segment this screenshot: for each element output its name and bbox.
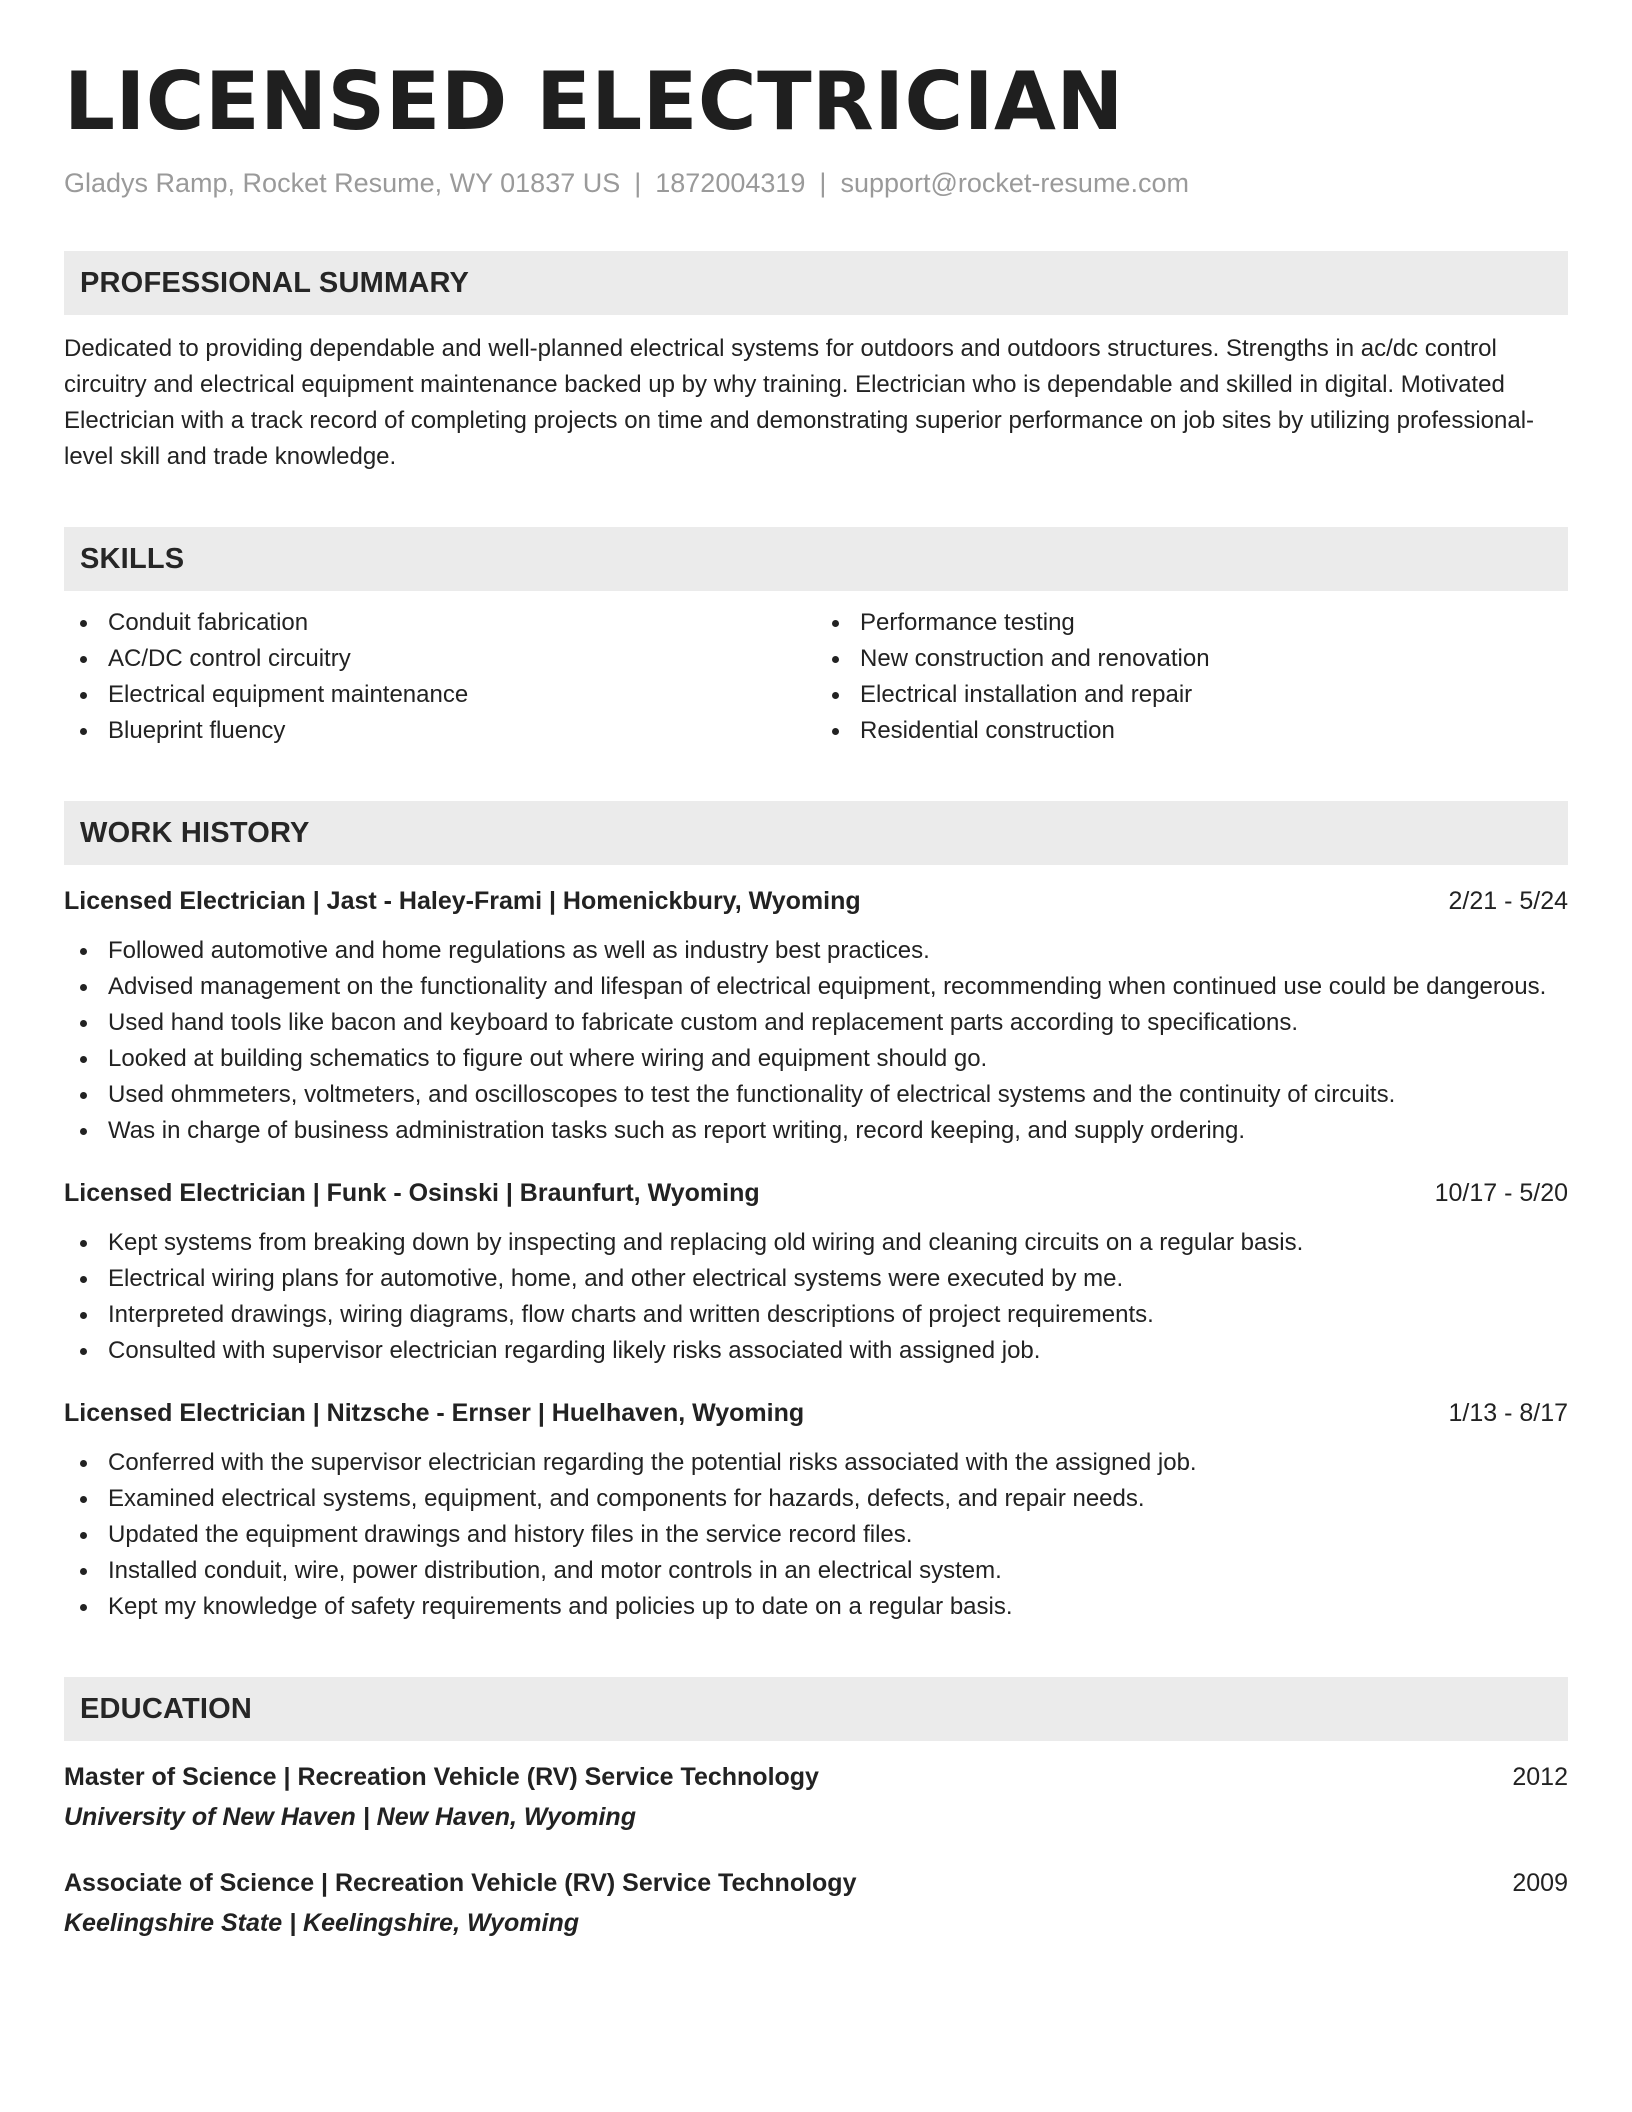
skills-column-right bbox=[816, 605, 1568, 749]
job-bullet: Interpreted drawings, wiring diagrams, flow charts and written descriptions of project requirements. bbox=[64, 1297, 1568, 1333]
contact-address: Gladys Ramp, Rocket Resume, WY 01837 US bbox=[64, 168, 621, 198]
skill-item: Residential construction bbox=[816, 713, 1568, 749]
job-bullet: Used ohmmeters, voltmeters, and oscilloscopes to test the functionality of electrical systems and the continuity of circuits. bbox=[64, 1077, 1568, 1113]
education-degree: Master of Science | Recreation Vehicle (RV) Service Technology bbox=[64, 1763, 819, 1791]
job-dates: 10/17 - 5/20 bbox=[1434, 1179, 1568, 1207]
job-bullets bbox=[64, 1225, 1568, 1369]
section-heading-summary: PROFESSIONAL SUMMARY bbox=[64, 251, 1568, 315]
skills-list bbox=[64, 605, 1568, 749]
education-degree: Associate of Science | Recreation Vehicle (RV) Service Technology bbox=[64, 1869, 857, 1897]
job-bullet: Updated the equipment drawings and history files in the service record files. bbox=[64, 1517, 1568, 1553]
job-header bbox=[64, 1395, 1568, 1431]
education-entry bbox=[64, 1865, 1568, 1941]
contact-email: support@rocket-resume.com bbox=[840, 168, 1189, 198]
skill-item: AC/DC control circuitry bbox=[64, 641, 816, 677]
skill-item: Electrical installation and repair bbox=[816, 677, 1568, 713]
job-entry bbox=[64, 883, 1568, 1149]
job-bullet: Advised management on the functionality and lifespan of electrical equipment, recommending when continued use could be dangerous. bbox=[64, 969, 1568, 1005]
contact-separator: | bbox=[634, 168, 642, 198]
education-header bbox=[64, 1865, 1568, 1901]
job-bullets bbox=[64, 1445, 1568, 1625]
job-bullet: Kept systems from breaking down by inspecting and replacing old wiring and cleaning circuits on a regular basis. bbox=[64, 1225, 1568, 1261]
job-header bbox=[64, 1175, 1568, 1211]
education-year: 2012 bbox=[1512, 1763, 1568, 1791]
section-heading-work-history: WORK HISTORY bbox=[64, 801, 1568, 865]
resume-page bbox=[64, 50, 1568, 1941]
job-bullet: Looked at building schematics to figure out where wiring and equipment should go. bbox=[64, 1041, 1568, 1077]
skill-item: New construction and renovation bbox=[816, 641, 1568, 677]
job-bullet: Installed conduit, wire, power distribution, and motor controls in an electrical system. bbox=[64, 1553, 1568, 1589]
job-bullet: Used hand tools like bacon and keyboard to fabricate custom and replacement parts according to specifications. bbox=[64, 1005, 1568, 1041]
job-title: Licensed Electrician | Jast - Haley-Frami | Homenickbury, Wyoming bbox=[64, 887, 861, 915]
skill-item: Blueprint fluency bbox=[64, 713, 816, 749]
contact-phone: 1872004319 bbox=[655, 168, 806, 198]
job-title: Licensed Electrician | Nitzsche - Ernser | Huelhaven, Wyoming bbox=[64, 1399, 805, 1427]
skill-item: Conduit fabrication bbox=[64, 605, 816, 641]
job-dates: 2/21 - 5/24 bbox=[1448, 887, 1568, 915]
skill-item: Performance testing bbox=[816, 605, 1568, 641]
job-bullet: Examined electrical systems, equipment, and components for hazards, defects, and repair needs. bbox=[64, 1481, 1568, 1517]
job-bullet: Consulted with supervisor electrician regarding likely risks associated with assigned job. bbox=[64, 1333, 1568, 1369]
job-header bbox=[64, 883, 1568, 919]
job-dates: 1/13 - 8/17 bbox=[1448, 1399, 1568, 1427]
skills-column-left bbox=[64, 605, 816, 749]
education-header bbox=[64, 1759, 1568, 1795]
section-heading-skills: SKILLS bbox=[64, 527, 1568, 591]
resume-name-title: LICENSED ELECTRICIAN bbox=[64, 55, 1124, 148]
contact-line bbox=[64, 168, 1568, 199]
job-bullet: Was in charge of business administration tasks such as report writing, record keeping, and supply ordering. bbox=[64, 1113, 1568, 1149]
job-bullet: Followed automotive and home regulations as well as industry best practices. bbox=[64, 933, 1568, 969]
job-entry bbox=[64, 1395, 1568, 1625]
education-school: Keelingshire State | Keelingshire, Wyoming bbox=[64, 1909, 579, 1937]
job-entry bbox=[64, 1175, 1568, 1369]
summary-text: Dedicated to providing dependable and well-planned electrical systems for outdoors and outdoors structures. Strengths in ac/dc control circuitry and electrical equipment maintenance backed up by why training. Electrician who is dependable and skilled in digital. Motivated Electrician with a track record of completing projects on time and demonstrating superior performance on job sites by utilizing professional-level skill and trade knowledge. bbox=[64, 335, 1535, 470]
job-bullet: Electrical wiring plans for automotive, home, and other electrical systems were executed by me. bbox=[64, 1261, 1568, 1297]
job-bullets bbox=[64, 933, 1568, 1149]
skill-item: Electrical equipment maintenance bbox=[64, 677, 816, 713]
contact-separator: | bbox=[819, 168, 827, 198]
education-year: 2009 bbox=[1512, 1869, 1568, 1897]
job-bullet: Kept my knowledge of safety requirements and policies up to date on a regular basis. bbox=[64, 1589, 1568, 1625]
job-title: Licensed Electrician | Funk - Osinski | Braunfurt, Wyoming bbox=[64, 1179, 760, 1207]
job-bullet: Conferred with the supervisor electrician regarding the potential risks associated with the assigned job. bbox=[64, 1445, 1568, 1481]
education-school: University of New Haven | New Haven, Wyoming bbox=[64, 1803, 636, 1831]
section-heading-education: EDUCATION bbox=[64, 1677, 1568, 1741]
education-entry bbox=[64, 1759, 1568, 1835]
